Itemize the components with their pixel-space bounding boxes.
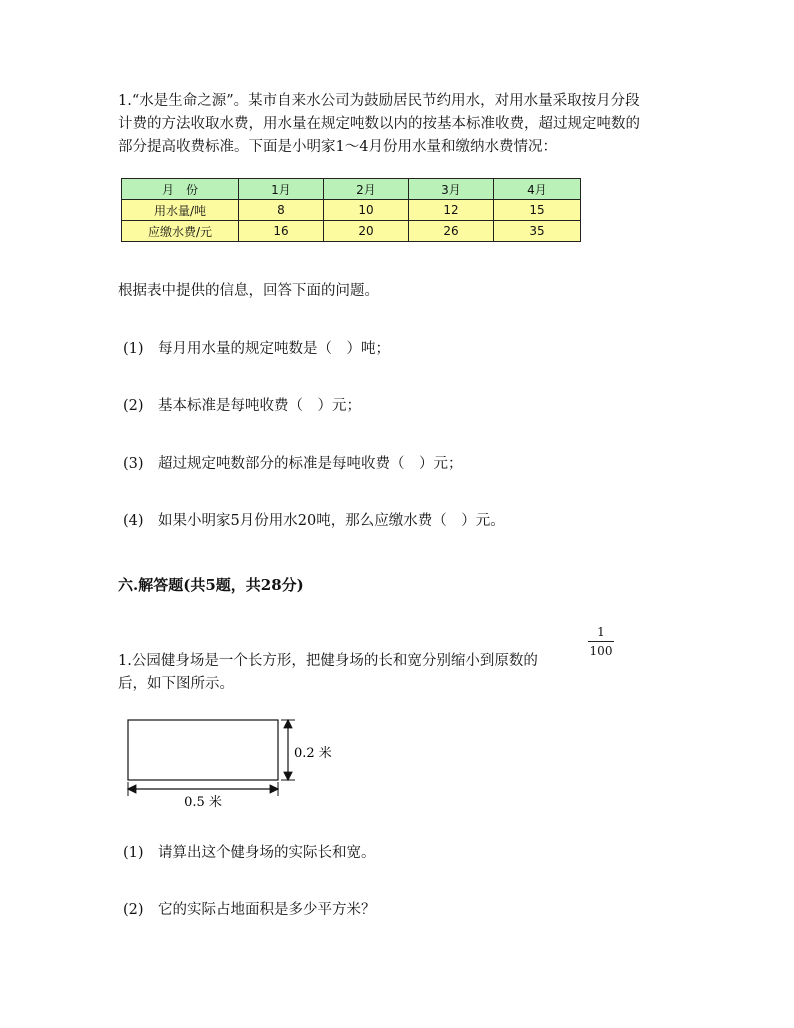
rectangle-diagram [118, 712, 358, 812]
width-label: 0.5 米 [184, 795, 222, 810]
table-row [122, 200, 581, 221]
table-header-row [122, 179, 581, 200]
table-cell: 26 [409, 221, 494, 242]
fraction-numerator: 1 [597, 625, 605, 639]
question-1: (1) 每月用水量的规定吨数是（ ）吨； [123, 341, 391, 357]
question-4: (4) 如果小明家5月份用水20吨，那么应缴水费（ ）元。 [123, 513, 505, 529]
table-cell: 8 [239, 200, 324, 221]
intro-line-2: 计费的方法收取水费，用水量在规定吨数以内的按基本标准收费，超过规定吨数的 [118, 116, 640, 132]
table-cell: 用水量/吨 [122, 200, 239, 221]
intro-line-1: 1.“水是生命之源”。某市自来水公司为鼓励居民节约用水，对用水量采取按月分段 [118, 93, 640, 109]
table-header-cell: 2月 [324, 179, 409, 200]
table-prompt: 根据表中提供的信息，回答下面的问题。 [118, 283, 379, 299]
table-cell: 12 [409, 200, 494, 221]
question-2: (2) 基本标准是每吨收费（ ）元； [123, 398, 362, 414]
table-cell: 35 [494, 221, 581, 242]
park-rectangle [128, 720, 278, 780]
problem2-line-2: 后，如下图所示。 [118, 676, 234, 692]
table-cell: 应缴水费/元 [122, 221, 239, 242]
table-cell: 20 [324, 221, 409, 242]
fraction-bar [588, 641, 614, 642]
question-3: (3) 超过规定吨数部分的标准是每吨收费（ ）元； [123, 456, 463, 472]
table-header-cell: 1月 [239, 179, 324, 200]
table-cell: 10 [324, 200, 409, 221]
problem2-question-1: (1) 请算出这个健身场的实际长和宽。 [123, 845, 376, 861]
intro-line-3: 部分提高收费标准。下面是小明家1～4月份用水量和缴纳水费情况： [118, 139, 557, 155]
water-fee-table [121, 178, 581, 242]
table-header-cell: 4月 [494, 179, 581, 200]
table-header-cell: 月 份 [122, 179, 239, 200]
table-cell: 15 [494, 200, 581, 221]
table-header-cell: 3月 [409, 179, 494, 200]
table-cell: 16 [239, 221, 324, 242]
problem1-intro [118, 90, 688, 159]
height-label: 0.2 米 [294, 746, 332, 761]
problem2-line-1: 1.公园健身场是一个长方形，把健身场的长和宽分别缩小到原数的 [118, 653, 538, 669]
problem2-text [118, 650, 688, 696]
section-heading: 六.解答题(共5题，共28分) [118, 576, 304, 594]
problem2-question-2: (2) 它的实际占地面积是多少平方米？ [123, 902, 376, 918]
fraction-denominator: 100 [589, 644, 613, 658]
table-row [122, 221, 581, 242]
